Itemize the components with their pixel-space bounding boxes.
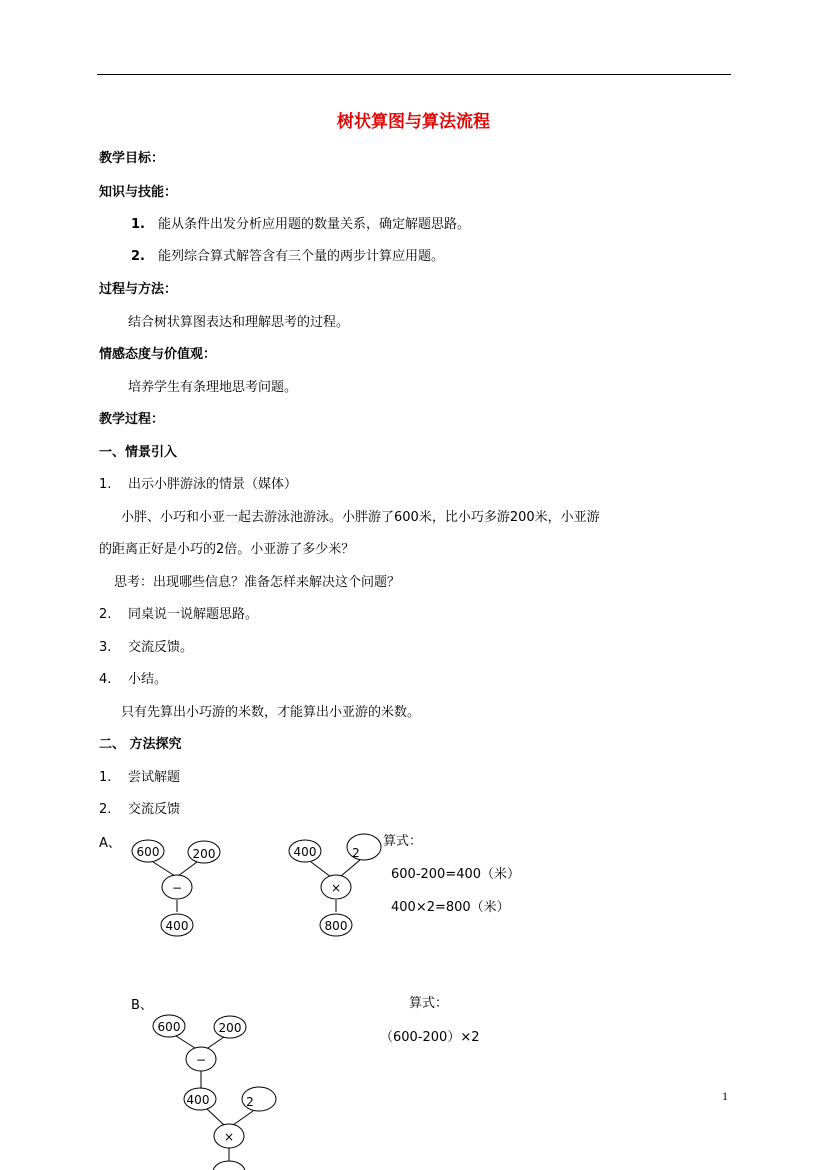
tree-node-operand <box>289 840 321 862</box>
step-text: 出示小胖游泳的情景（媒体） <box>128 477 298 492</box>
method-a-formula-label: 算式： <box>383 834 423 849</box>
process-text: 结合树状算图表达和理解思考的过程。 <box>128 315 350 330</box>
tree-node-result <box>320 914 352 936</box>
method-a-formula: 600-200=400（米） <box>391 867 521 882</box>
section1-heading: 一、情景引入 <box>99 445 178 460</box>
objectives-heading: 教学目标： <box>99 151 165 166</box>
svg-text:200: 200 <box>192 847 216 861</box>
emotion-text: 培养学生有条理地思考问题。 <box>128 380 298 395</box>
step-num: 2. <box>99 802 112 817</box>
method-a-label: A、 <box>99 836 121 851</box>
svg-text:400: 400 <box>186 1093 210 1107</box>
summary-text: 只有先算出小巧游的米数，才能算出小亚游的米数。 <box>121 705 421 720</box>
tree-edge <box>233 1111 253 1125</box>
knowledge-heading: 知识与技能： <box>99 185 178 200</box>
tree-node-operand <box>132 840 164 862</box>
page-number: 1 <box>722 1089 728 1103</box>
tree-node-operator <box>321 875 351 899</box>
svg-text:600: 600 <box>136 845 160 859</box>
knowledge-item-text: 能从条件出发分析应用题的数量关系，确定解题思路。 <box>158 217 471 232</box>
step-text: 小结。 <box>128 672 168 687</box>
problem-line: 小胖、小巧和小亚一起去游泳池游泳。小胖游了600米，比小巧多游200米，小亚游 <box>121 510 600 525</box>
tree-node-operand <box>242 1087 276 1111</box>
knowledge-item-num: 2. <box>131 249 145 264</box>
svg-text:×: × <box>330 881 342 895</box>
svg-text:200: 200 <box>218 1021 242 1035</box>
method-a-formula: 400×2=800（米） <box>391 900 510 915</box>
method-b-formula-label: 算式： <box>409 996 449 1011</box>
svg-text:400: 400 <box>293 845 317 859</box>
process-heading: 过程与方法： <box>99 282 178 297</box>
section2-heading: 二、 方法探究 <box>99 737 182 752</box>
tree-edge <box>178 862 197 876</box>
emotion-heading: 情感态度与价值观： <box>99 347 217 362</box>
step-num: 3. <box>99 640 112 655</box>
tree-node-operator <box>214 1124 244 1148</box>
tree-node-operand <box>153 1015 185 1037</box>
tree-edge <box>311 862 331 877</box>
page-title: 树状算图与算法流程 <box>337 112 490 132</box>
svg-text:800: 800 <box>324 919 348 933</box>
step-num: 2. <box>99 607 112 622</box>
tree-edge <box>341 860 360 876</box>
tree-node-operand <box>347 834 381 860</box>
step-num: 1. <box>99 477 112 492</box>
teaching-process-heading: 教学过程： <box>99 412 165 427</box>
problem-line: 的距离正好是小巧的2倍。小亚游了多少米？ <box>99 542 355 557</box>
knowledge-item-num: 1. <box>131 217 145 232</box>
step-num: 4. <box>99 672 112 687</box>
svg-text:×: × <box>223 1130 235 1144</box>
tree-edge <box>153 862 175 876</box>
step-text: 交流反馈 <box>128 802 181 817</box>
step-num: 1. <box>99 770 112 785</box>
svg-text:−: − <box>195 1053 207 1067</box>
step-text: 尝试解题 <box>128 770 181 785</box>
svg-text:−: − <box>171 881 183 895</box>
method-b-label: B、 <box>131 998 153 1013</box>
tree-node-intermediate <box>184 1088 216 1110</box>
step-text: 交流反馈。 <box>128 640 194 655</box>
tree-node-result <box>213 1161 245 1170</box>
step-text: 同桌说一说解题思路。 <box>128 607 259 622</box>
svg-text:600: 600 <box>157 1020 181 1034</box>
tree-node-operator <box>162 875 192 899</box>
method-b-formula: （600-200）×2 <box>380 1030 480 1045</box>
tree-node-operand <box>188 841 220 863</box>
think-question: 思考：出现哪些信息？准备怎样来解决这个问题？ <box>114 575 401 590</box>
knowledge-item-text: 能列综合算式解答含有三个量的两步计算应用题。 <box>158 249 445 264</box>
tree-edge <box>206 1108 224 1125</box>
svg-text:400: 400 <box>165 919 189 933</box>
tree-node-result <box>161 914 193 936</box>
svg-text:2: 2 <box>246 1095 254 1109</box>
tree-node-operand <box>214 1016 246 1038</box>
svg-text:2: 2 <box>352 846 360 860</box>
tree-node-operator <box>186 1047 216 1071</box>
